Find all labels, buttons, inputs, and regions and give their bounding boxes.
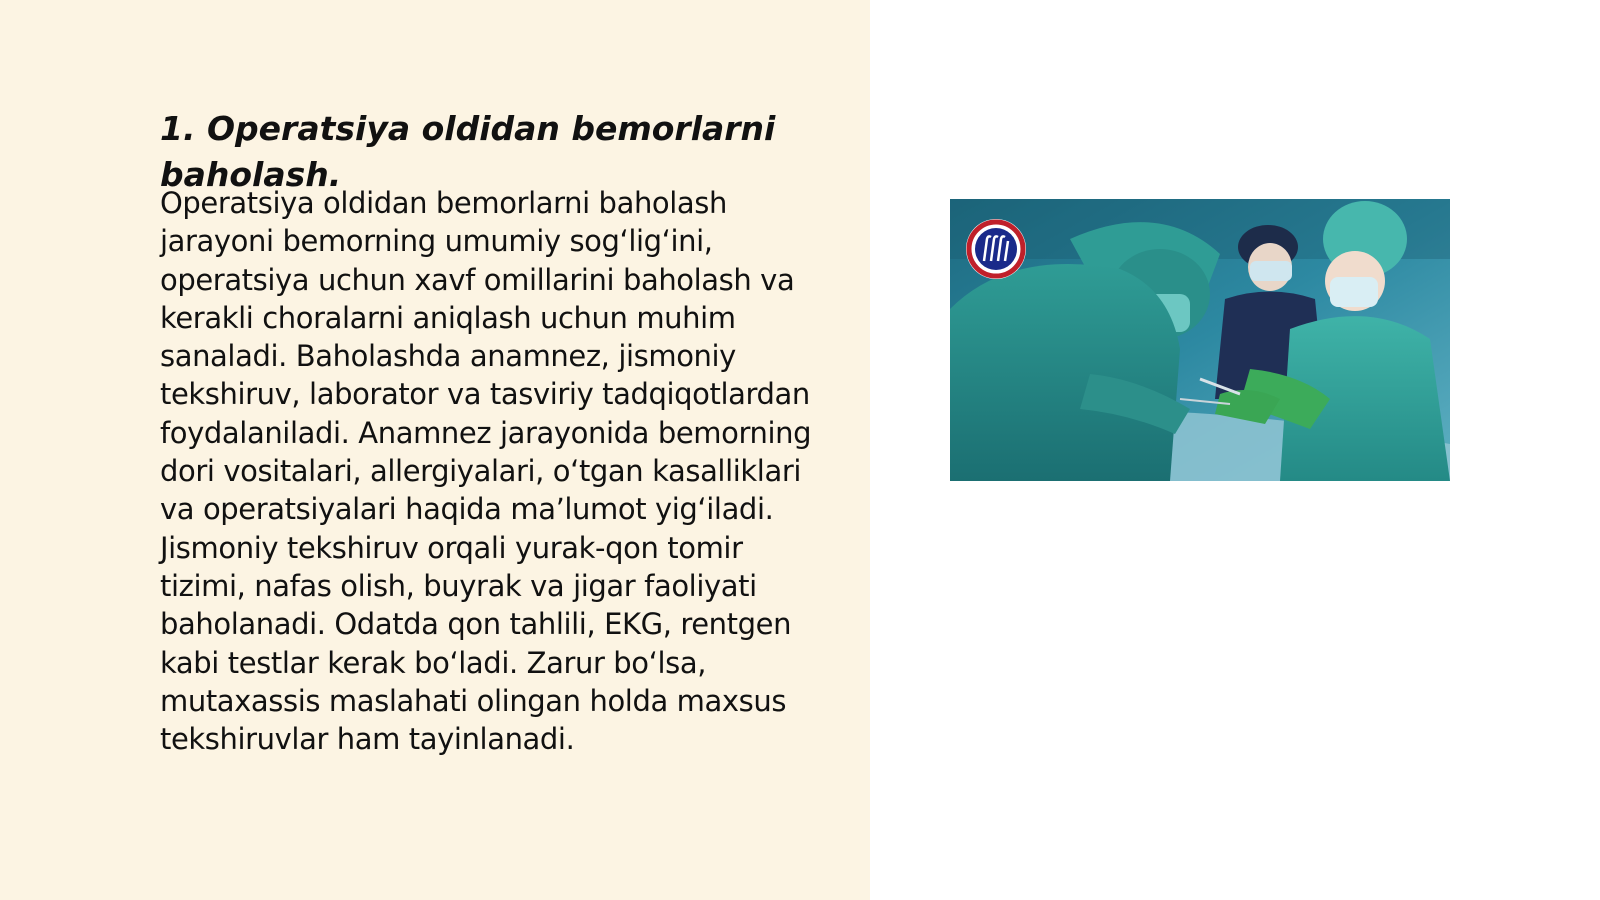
slide-title: 1. Operatsiya oldidan bemorlarni baholash. (160, 109, 776, 194)
surgery-photo (950, 199, 1450, 481)
slide-body-text: Operatsiya oldidan bemorlarni baholash jarayoni bemorning umumiy sog‘lig‘ini, operatsiya uchun xavf omillarini baholash va kerakli choralarni aniqlash uchun muhim sanaladi. Baholashda anamnez, jismoniy tekshiruv, laborator va tasviriy tadqiqotlardan foydalaniladi. Anamnez jarayonida bemorning dori vositalari, allergiyalari, o‘tgan kasalliklari va operatsiyalari haqida ma’lumot yig‘iladi. Jismoniy tekshiruv orqali yurak-qon tomir tizimi, nafas olish, buyrak va jigar faoliyati baholanadi. Odatda qon tahlili, EKG, rentgen kabi testlar kerak bo‘ladi. Zarur bo‘lsa, mutaxassis maslahati olingan holda maxsus tekshiruvlar ham tayinlanadi. (160, 186, 812, 757)
